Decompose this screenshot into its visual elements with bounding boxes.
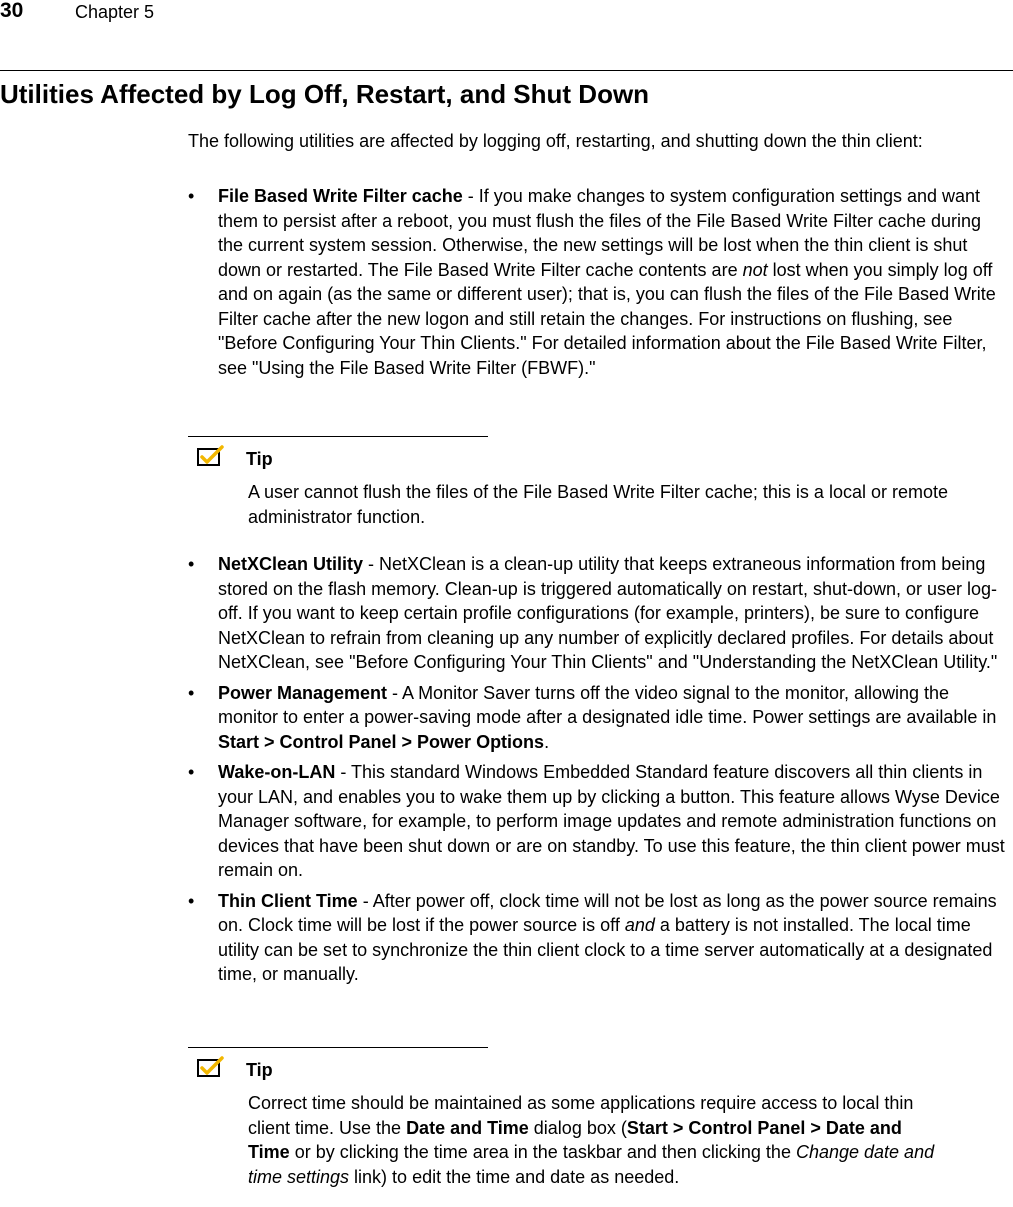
bullet-text: - If you make changes to system configuration settings and want them to persist after a reboot, you must flush the files of the File Based Write Filter cache during the current system session. Otherwise, the new settings will be lost when the thin client is shut down or restarted. The File Based Write Filter cache contents are bbox=[218, 186, 982, 280]
utility-list-part-2 bbox=[188, 552, 1010, 993]
checkbox-check-icon bbox=[197, 1056, 225, 1078]
menu-path: Start > Control Panel > Power Options bbox=[218, 731, 545, 752]
chapter-label: Chapter 5 bbox=[75, 2, 155, 22]
bullet-term: Wake-on-LAN bbox=[218, 762, 336, 782]
bullet-text: - This standard Windows Embedded Standard feature discovers all thin clients in your LAN, and enables you to wake them up by clicking a button. This feature allows Wyse Device Manager software, for example, to perform image updates and remote administration functions on devices that have been shut down or are on standby. To use this feature, the thin client power must remain on. bbox=[218, 762, 1005, 880]
tip-text bbox=[248, 1091, 948, 1189]
bullet-marker: • bbox=[188, 890, 195, 911]
bullet-marker: • bbox=[188, 762, 195, 782]
link-name: Change date and time settings bbox=[248, 1142, 935, 1187]
bullet-wake-on-lan bbox=[188, 760, 1010, 883]
tip-heading: Tip bbox=[246, 449, 273, 469]
bullet-marker: • bbox=[188, 682, 195, 703]
section-title: Utilities Affected by Log Off, Restart, and Shut Down bbox=[0, 79, 650, 109]
tip-text: A user cannot flush the files of the File Based Write Filter cache; this is a local or remote administrator function. bbox=[248, 482, 948, 527]
bullet-file-based-write-filter bbox=[188, 184, 1010, 380]
bullet-power-management bbox=[188, 681, 1010, 755]
tip-text-part: link) to edit the time and date as needed. bbox=[349, 1166, 680, 1187]
bullet-netxclean-utility bbox=[188, 552, 1010, 675]
tip-box bbox=[188, 436, 948, 527]
bullet-term: Power Management bbox=[218, 682, 388, 703]
bullet-text: - NetXClean is a clean-up utility that keeps extraneous information from being stored on the flash memory. Clean-up is triggered automatically on restart, shut-down, or user log-off. If you want to keep certain profile configurations (for example, printers), be sure to configure NetXClean to refrain from cleaning up any number of explicitly declared profiles. For details about NetXClean, see "Before Configuring Your Thin Clients" and "Understanding the NetXClean Utility." bbox=[218, 554, 998, 672]
tip-text-part: or by clicking the time area in the taskbar and then clicking the bbox=[289, 1142, 796, 1162]
intro-paragraph: The following utilities are affected by logging off, restarting, and shutting down the thin client: bbox=[188, 131, 923, 151]
tip-divider bbox=[188, 436, 488, 437]
bullet-text: lost when you simply log off and on again (as the same or different user); that is, you can flush the files of the File Based Write Filter cache after the new logon and still retain the changes. For instructions on flushing, see "Before Configuring Your Thin Clients." For detailed information about the File Based Write Filter, see "Using the File Based Write Filter (FBWF)." bbox=[218, 259, 996, 378]
bullet-thin-client-time bbox=[188, 889, 1010, 987]
bullet-text: - After power off, clock time will not be lost as long as the power source remains on. Clock time will be lost if the power source is off bbox=[218, 890, 997, 935]
bullet-text: a battery is not installed. The local time utility can be set to synchronize the thin client clock to a time server automatically at a designated time, or manually. bbox=[218, 915, 993, 984]
tip-divider bbox=[188, 1047, 488, 1048]
bullet-text: - A Monitor Saver turns off the video signal to the monitor, allowing the monitor to enter a power-saving mode after a designated idle time. Power settings are available in bbox=[218, 682, 997, 727]
bullet-term: File Based Write Filter cache bbox=[218, 186, 463, 206]
tip-heading: Tip bbox=[246, 1060, 273, 1080]
header-divider bbox=[0, 70, 1013, 71]
bullet-text: . bbox=[544, 731, 550, 752]
bullet-emphasis: not bbox=[742, 259, 768, 280]
checkbox-check-icon bbox=[197, 445, 225, 467]
page-number: 30 bbox=[0, 0, 24, 22]
bullet-emphasis: and bbox=[624, 915, 655, 935]
tip-box bbox=[188, 1047, 948, 1187]
bullet-term: Thin Client Time bbox=[218, 890, 358, 911]
utility-list-part-1 bbox=[188, 184, 1010, 386]
menu-path: Start > Control Panel > Date and Time bbox=[248, 1117, 902, 1162]
tip-text-part: Correct time should be maintained as some applications require access to local thin client time. Use the bbox=[248, 1093, 914, 1138]
dialog-name: Date and Time bbox=[406, 1117, 529, 1138]
tip-text-part: dialog box ( bbox=[528, 1117, 627, 1138]
bullet-marker: • bbox=[188, 186, 195, 206]
bullet-term: NetXClean Utility bbox=[218, 554, 364, 574]
bullet-marker: • bbox=[188, 554, 195, 574]
